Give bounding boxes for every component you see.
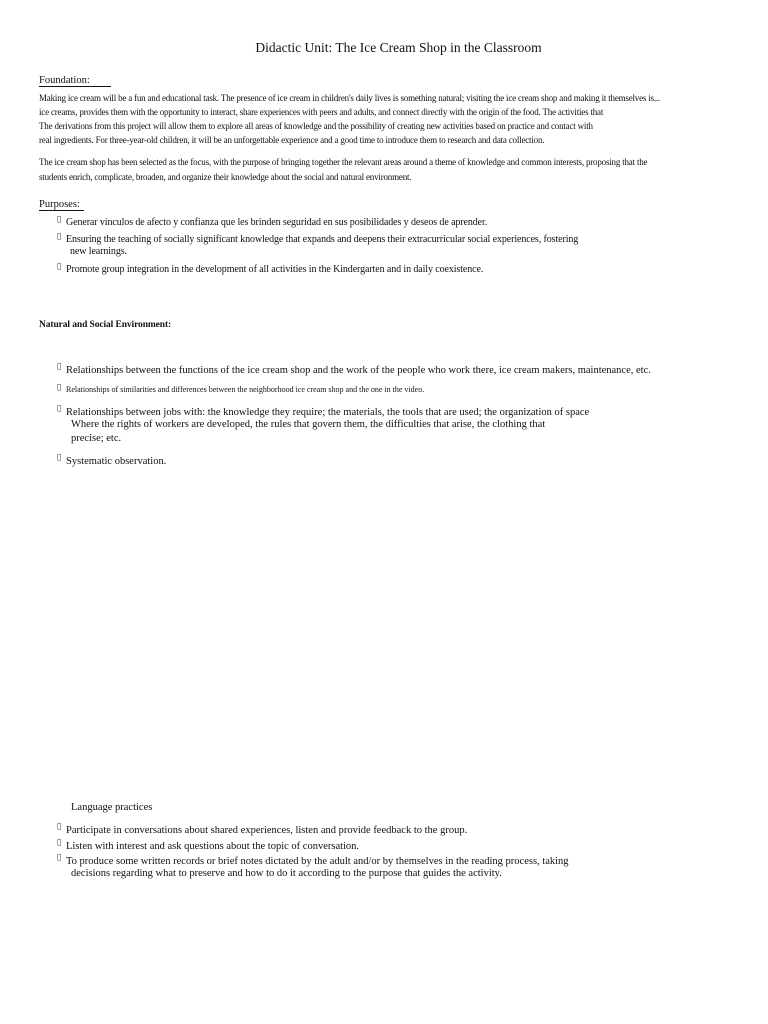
bullet-icon bbox=[57, 382, 66, 392]
natural-social-item-continuation: precise; etc. bbox=[71, 433, 122, 444]
natural-social-item-text: Relationships between the functions of the ice cream shop and the work of the people who work there, ice cream makers, maintenance, etc. bbox=[66, 361, 651, 372]
document-title: Didactic Unit: The Ice Cream Shop in the Classroom bbox=[255, 40, 542, 55]
natural-social-item-text: Systematic observation. bbox=[66, 452, 167, 463]
natural-social-heading: Natural and Social Environment: bbox=[39, 320, 172, 330]
foundation-paragraph-line: students enrich, complicate, broaden, and organize their knowledge about the social and natural environment. bbox=[39, 172, 412, 182]
purpose-item bbox=[57, 260, 483, 276]
bullet-icon bbox=[57, 820, 66, 833]
foundation-paragraph-line: real ingredients. For three-year-old children, it will be an unforgettable experience and a good time to introduce them to research and data collection. bbox=[39, 135, 545, 145]
bullet-icon bbox=[57, 836, 66, 849]
natural-social-item-continuation: Where the rights of workers are developed, the rules that govern them, the difficulties that arise, the clothing that bbox=[71, 419, 546, 430]
purposes-heading-row bbox=[39, 194, 84, 212]
foundation-paragraph-line: ice creams, provides them with the opportunity to interact, share experiences with peers and adults, and connect directly with the origin of the food. The activities that bbox=[39, 107, 604, 117]
language-item-text: Participate in conversations about shared experiences, listen and provide feedback to the group. bbox=[66, 821, 468, 832]
purpose-item-text: Promote group integration in the development of all activities in the Kindergarten and in daily coexistence. bbox=[66, 260, 484, 271]
bullet-icon bbox=[57, 260, 66, 272]
bullet-icon bbox=[57, 230, 66, 242]
language-item-text: To produce some written records or brief notes dictated by the adult and/or by themselves in the reading process, taking bbox=[66, 852, 569, 863]
foundation-paragraph-line: The derivations from this project will allow them to explore all areas of knowledge and the possibility of creating new activities based on practice and contact with bbox=[39, 121, 593, 131]
foundation-heading-row bbox=[39, 70, 111, 88]
purpose-item bbox=[57, 213, 487, 229]
bullet-icon bbox=[57, 402, 66, 415]
language-item bbox=[57, 820, 467, 837]
language-practices-heading: Language practices bbox=[71, 802, 153, 813]
language-item bbox=[57, 851, 569, 868]
purpose-item-continuation: new learnings. bbox=[70, 246, 127, 257]
foundation-paragraph-line: Making ice cream will be a fun and educational task. The presence of ice cream in children's daily lives is something natural; visiting the ice cream shop and making it themselves is... bbox=[39, 93, 661, 103]
natural-social-item-text: Relationships of similarities and differences between the neighborhood ice cream shop and the one in the video. bbox=[66, 382, 425, 391]
bullet-icon bbox=[57, 360, 66, 373]
natural-social-item-text: Relationships between jobs with: the knowledge they require; the materials, the tools that are used; the organization of space bbox=[66, 403, 590, 414]
natural-social-item bbox=[57, 360, 651, 377]
bullet-icon bbox=[57, 451, 66, 464]
purpose-item bbox=[57, 230, 578, 246]
natural-social-item bbox=[57, 402, 589, 419]
language-item-text: Listen with interest and ask questions about the topic of conversation. bbox=[66, 837, 360, 848]
purposes-heading: Purposes: bbox=[39, 199, 84, 211]
purpose-item-text: Generar vínculos de afecto y confianza que les brinden seguridad en sus posibilidades y deseos de aprender. bbox=[66, 213, 488, 224]
bullet-icon bbox=[57, 851, 66, 864]
language-item-continuation: decisions regarding what to preserve and how to do it according to the purpose that guides the activity. bbox=[71, 868, 502, 879]
foundation-paragraph-line: The ice cream shop has been selected as the focus, with the purpose of bringing together the relevant areas around a theme of knowledge and common interests, proposing that the bbox=[39, 157, 648, 167]
natural-social-item bbox=[57, 451, 166, 468]
foundation-heading: Foundation: bbox=[39, 75, 111, 87]
natural-social-item bbox=[57, 382, 424, 395]
purpose-item-text: Ensuring the teaching of socially significant knowledge that expands and deepens their extracurricular social experiences, fostering bbox=[66, 230, 579, 241]
bullet-icon bbox=[57, 213, 66, 225]
